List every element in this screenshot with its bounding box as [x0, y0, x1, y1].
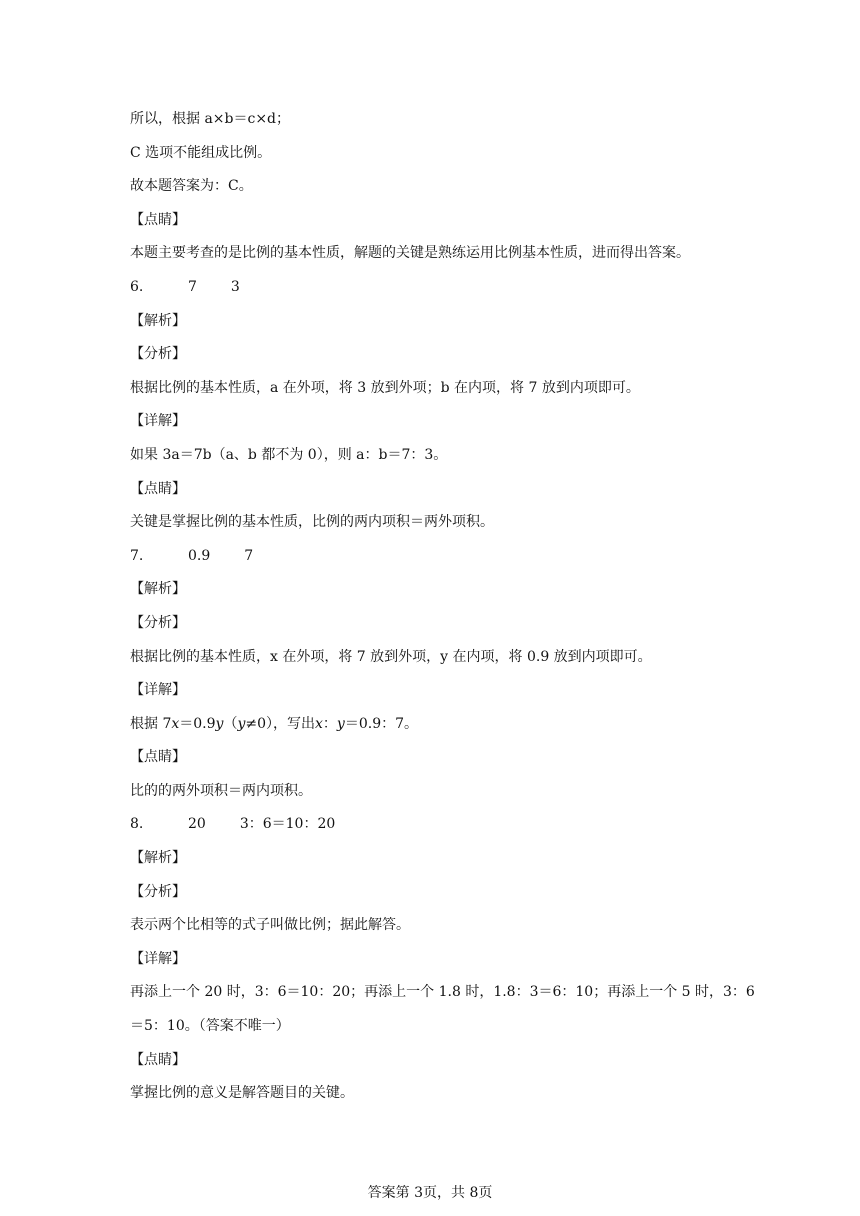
section-heading: 【解析】 [130, 312, 186, 329]
section-heading: 【点睛】 [130, 749, 186, 766]
text-fragment: 根据 7 [130, 715, 172, 732]
question-6-answer-line [130, 276, 750, 310]
formula-line [130, 713, 750, 747]
section-heading: 【点睛】 [130, 211, 186, 228]
text-line: ＝5：10。（答案不唯一） [130, 1018, 290, 1035]
question-number: 6. [130, 278, 144, 295]
question-7-answer-line [130, 545, 750, 579]
text-fragment: ＝0.9 [179, 715, 216, 732]
answer-value: 3 [230, 278, 240, 295]
answer-value: 7 [188, 278, 197, 295]
section-heading: 【分析】 [130, 883, 186, 900]
text-line: 故本题答案为：C。 [130, 178, 253, 195]
text-line: 根据比例的基本性质，a 在外项，将 3 放到外项；b 在内项，将 7 放到内项即可。 [130, 379, 640, 396]
text-fragment: ≠0），写出 [245, 715, 316, 732]
text-line: 本题主要考查的是比例的基本性质，解题的关键是熟练运用比例基本性质，进而得出答案。 [130, 245, 690, 262]
text-fragment: ＝0.9：7。 [344, 715, 419, 732]
math-variable: y [215, 715, 224, 732]
answer-value: 20 [188, 816, 206, 833]
text-line: 所以，根据 a×b＝c×d； [130, 111, 291, 127]
section-heading: 【分析】 [130, 614, 186, 631]
answer-value: 3：6＝10：20 [239, 816, 336, 833]
math-variable: y [237, 715, 246, 732]
math-variable: y [336, 715, 345, 732]
question-8-answer-line [130, 813, 750, 847]
section-heading: 【详解】 [130, 413, 186, 430]
section-heading: 【解析】 [130, 850, 186, 867]
page-footer: 答案第 3页，共 8页 [367, 1185, 493, 1201]
text-line: 如果 3a＝7b（a、b 都不为 0），则 a：b＝7：3。 [130, 446, 448, 463]
text-line: C 选项不能组成比例。 [130, 144, 272, 161]
section-heading: 【点睛】 [130, 480, 186, 497]
math-variable: x [315, 715, 323, 732]
section-heading: 【点睛】 [130, 1051, 186, 1068]
section-heading: 【解析】 [130, 581, 186, 598]
section-heading: 【详解】 [130, 682, 186, 699]
text-line: 比的的两外项积＝两内项积。 [130, 782, 312, 799]
text-fragment: （ [223, 715, 238, 732]
math-variable: x [171, 715, 180, 732]
section-heading: 【分析】 [130, 346, 186, 363]
text-line: 根据比例的基本性质，x 在外项，将 7 放到外项，y 在内项，将 0.9 放到内项即可。 [130, 648, 652, 665]
text-line: 关键是掌握比例的基本性质，比例的两内项积＝两外项积。 [130, 514, 494, 531]
text-fragment: ： [322, 715, 337, 732]
answer-value: 7 [244, 547, 254, 564]
question-number: 7. [130, 547, 144, 564]
text-line: 表示两个比相等的式子叫做比例；据此解答。 [130, 917, 410, 934]
question-number: 8. [130, 816, 144, 833]
text-line: 再添上一个 20 时，3：6＝10：20；再添上一个 1.8 时，1.8：3＝6：10；再添上一个 5 时，3：6 [130, 984, 755, 1001]
section-heading: 【详解】 [130, 950, 186, 967]
text-line: 掌握比例的意义是解答题目的关键。 [130, 1085, 354, 1102]
page-content [130, 108, 755, 1116]
answer-value: 0.9 [188, 547, 211, 564]
